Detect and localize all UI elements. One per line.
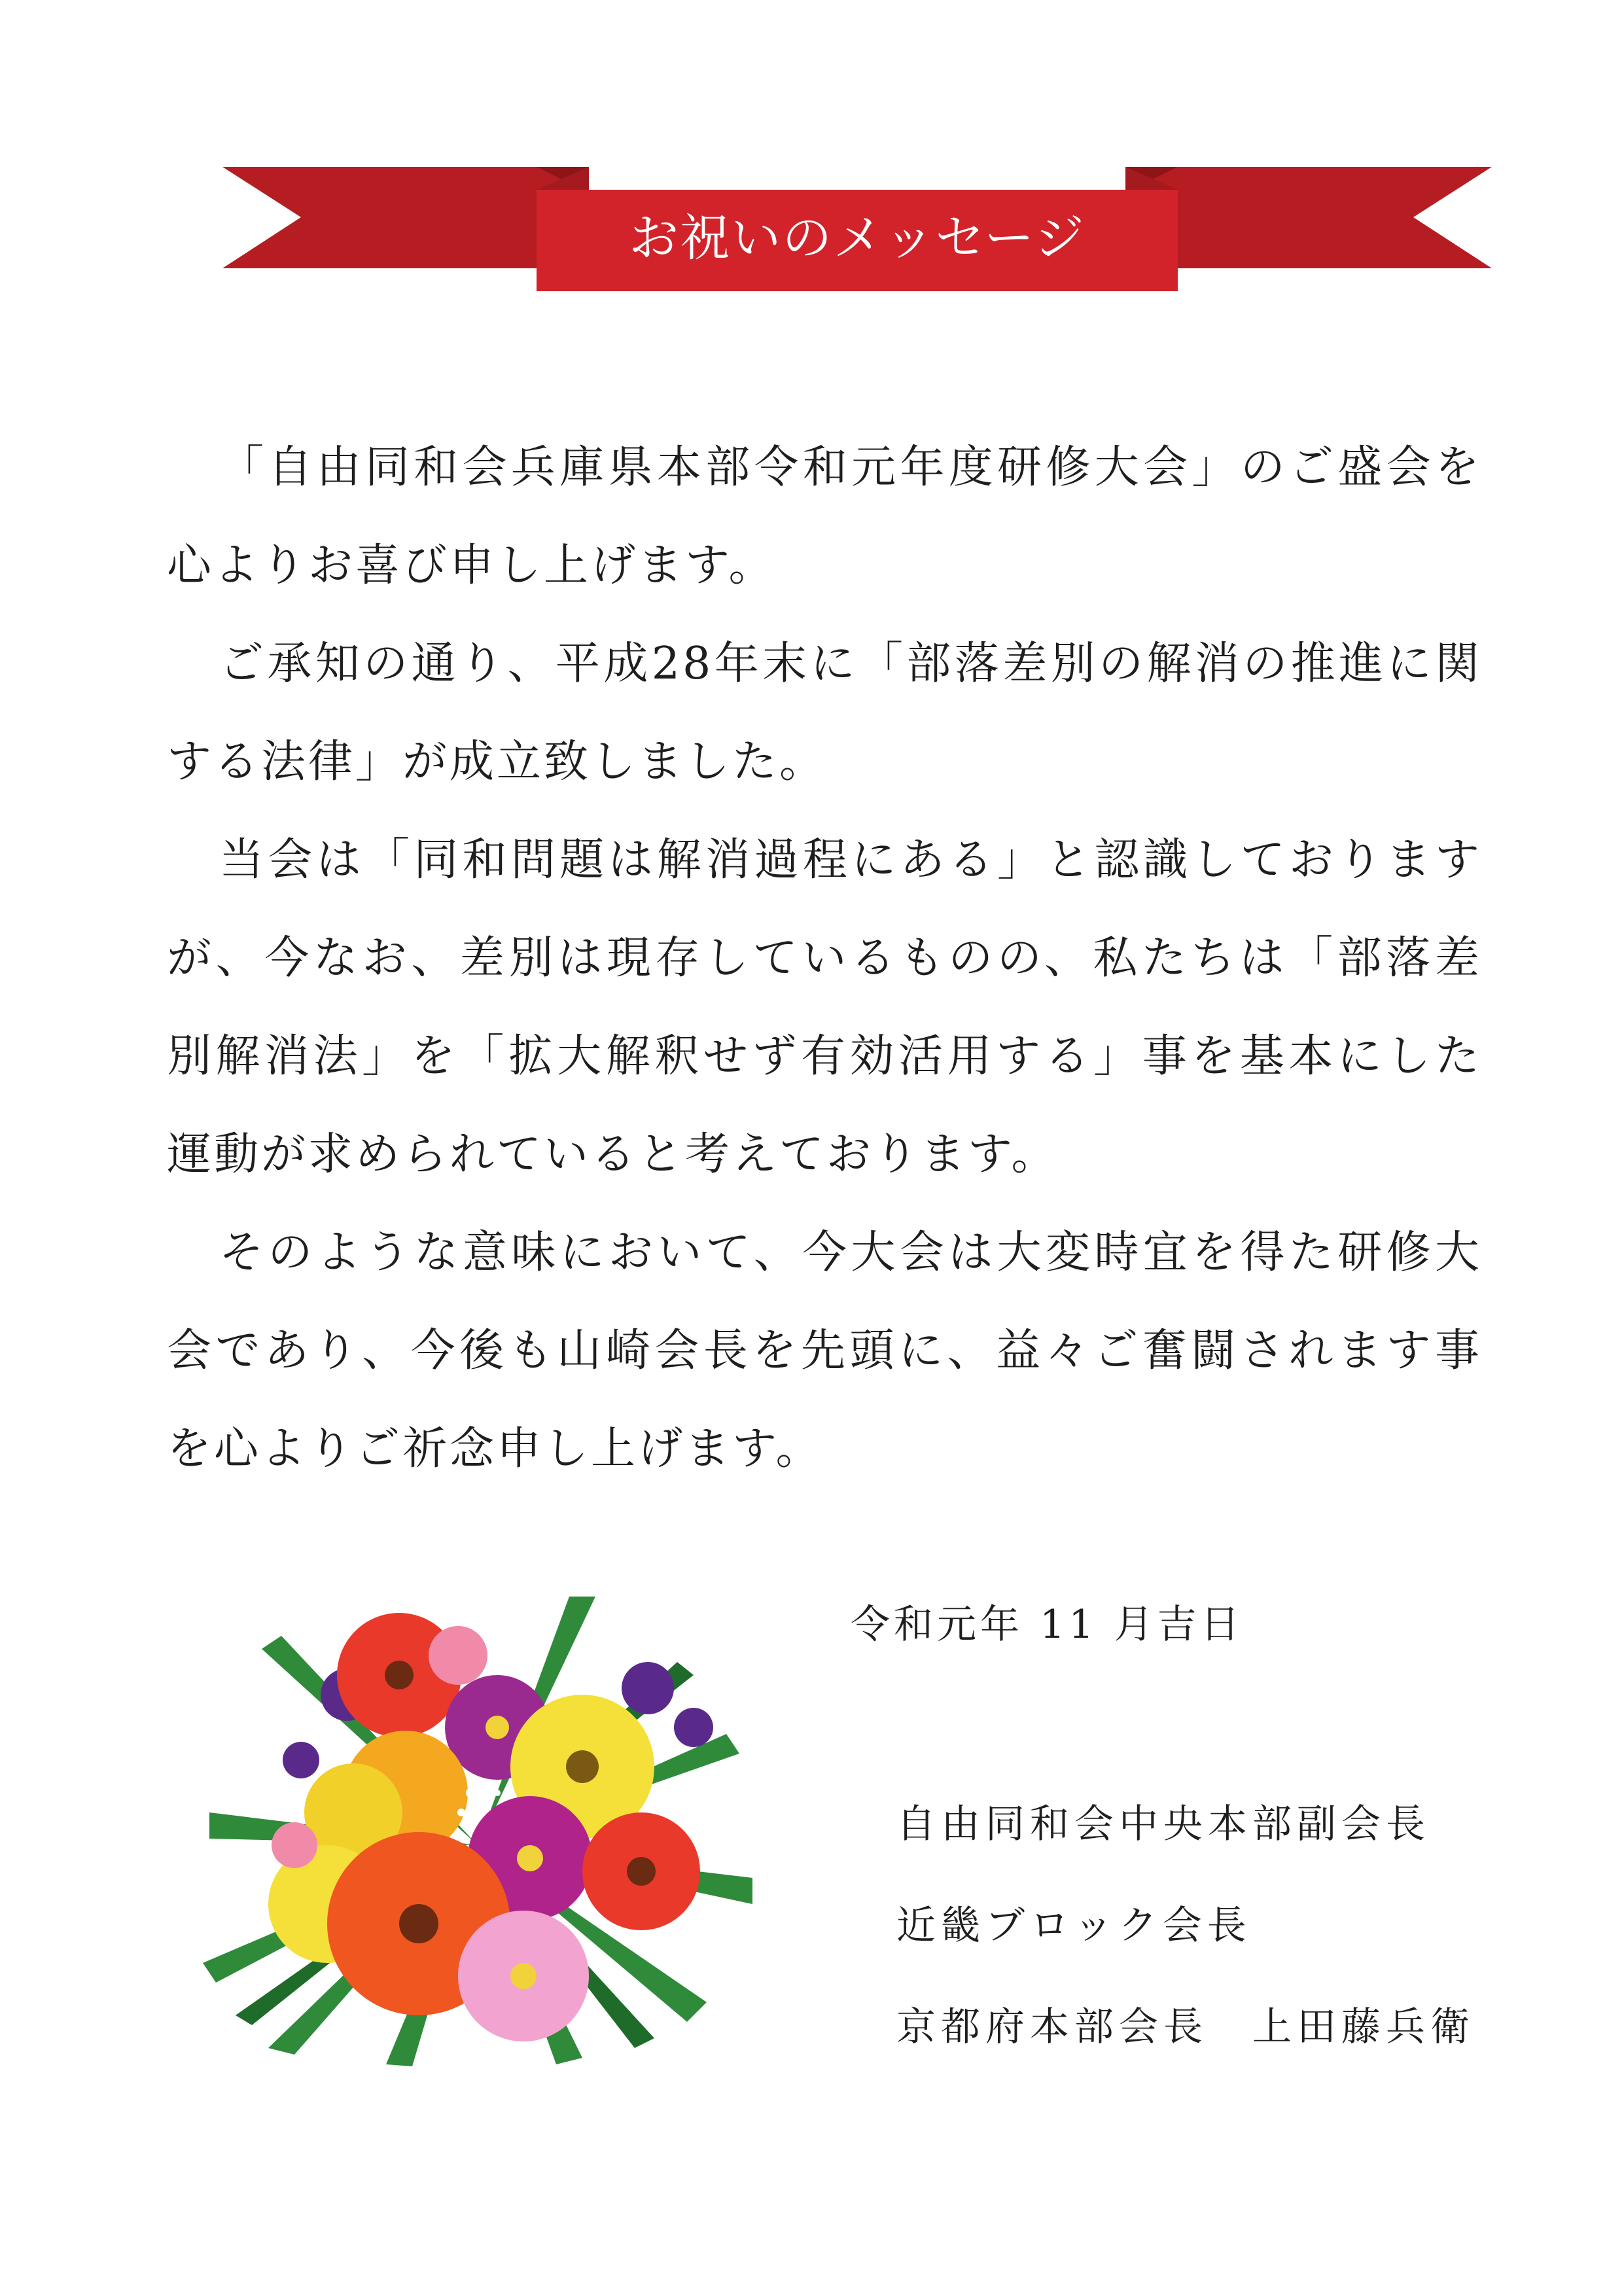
signature-title-2: 近畿ブロック会長	[896, 1903, 1252, 1949]
letter-date: 令和元年 11 月吉日	[851, 1602, 1244, 1648]
signature-title-1: 自由同和会中央本部副会長	[896, 1801, 1430, 1847]
paragraph-1: 「自由同和会兵庫県本部令和元年度研修大会」のご盛会を心よりお喜び申し上げます。	[167, 442, 1482, 592]
paragraph-3: 当会は「同和問題は解消過程にある」と認識しておりますが、今なお、差別は現存しているものの、私たちは「部落差別解消法」を「拡大解釈せず有効活用する」事を基本にした運動が求められていると考えております。	[167, 834, 1482, 1180]
paragraph-4: そのような意味において、今大会は大変時宜を得た研修大会であり、今後も山崎会長を先頭に、益々ご奮闘されます事を心よりご祈念申し上げます。	[167, 1227, 1482, 1475]
paragraph-2: ご承知の通り、平成28年末に「部落差別の解消の推進に関する法律」が成立致しました。	[167, 638, 1482, 788]
message-body	[167, 419, 1482, 1498]
flower-bouquet-icon	[190, 1597, 766, 2068]
title-banner	[222, 154, 1492, 304]
signature-name: 京都府本部会長 上田藤兵衛	[896, 2004, 1475, 2050]
banner-title: お祝いのメッセージ	[629, 209, 1086, 267]
